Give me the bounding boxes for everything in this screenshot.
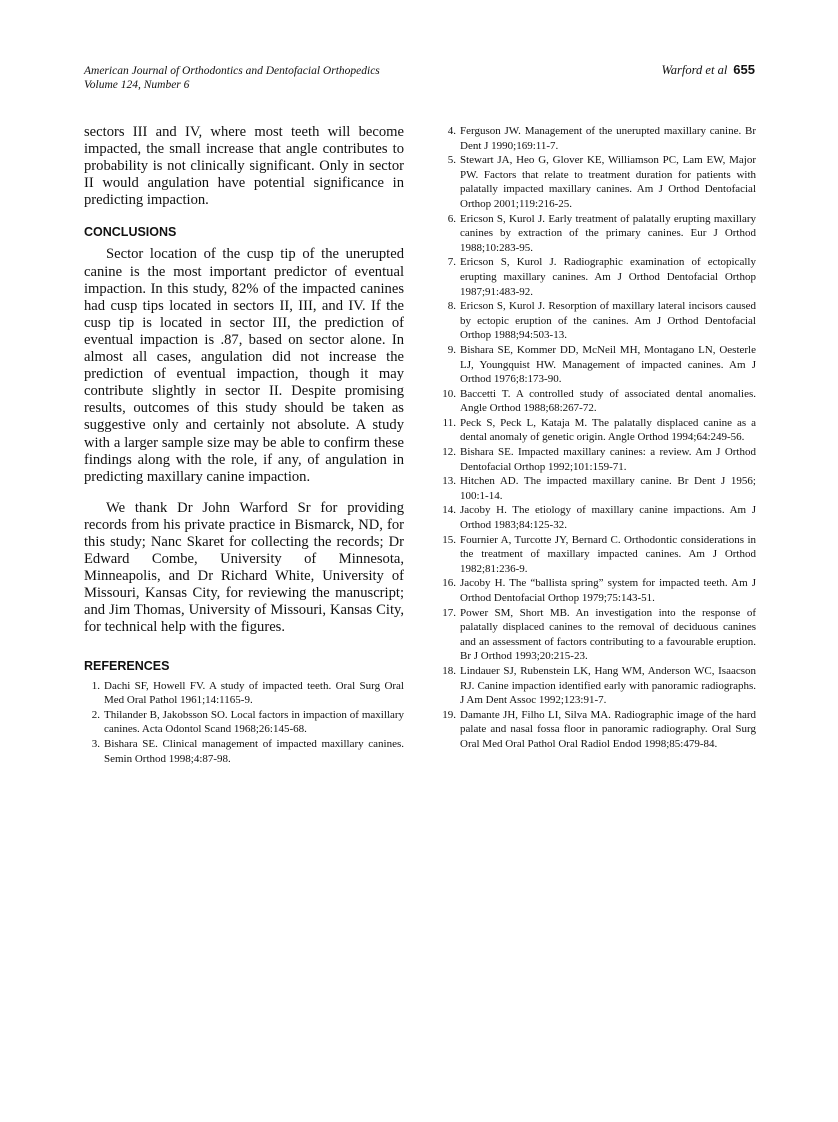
reference-number: 3. [91,737,100,750]
reference-number: 13. [442,475,456,488]
reference-item [440,299,756,343]
reference-text: Bishara SE. Clinical management of impacted maxillary canines. Semin Orthod 1998;4:87-98. [104,737,404,765]
left-column [84,124,404,766]
reference-text: Ferguson JW. Management of the unerupted maxillary canine. Br Dent J 1990;169:11-7. [460,125,756,152]
reference-item [440,708,756,752]
reference-item [84,708,404,737]
reference-item [440,503,756,532]
reference-text: Bishara SE. Impacted maxillary canines: a review. Am J Orthod Dentofacial Orthop 1992;101:159-71. [460,446,756,473]
reference-number: 4. [447,125,456,137]
discussion-end-paragraph: sectors III and IV, where most teeth will become impacted, the small increase that angle contributes to probability is not clinically significant. Only in sector II would angulation have potential significance in predicting impaction. [84,124,404,209]
reference-text: Hitchen AD. The impacted maxillary canine. Br Dent J 1956; 100:1-14. [460,475,756,502]
reference-text: Jacoby H. The “ballista spring” system for impacted teeth. Am J Orthod Dentofacial Orthop 1979;75:143-51. [460,577,756,604]
reference-number: 9. [447,343,456,356]
reference-number: 14. [442,504,456,517]
reference-item [84,679,404,708]
reference-text: Bishara SE, Kommer DD, McNeil MH, Montagano LN, Oesterle LJ, Youngquist HW. Management of impacted canines. Am J Orthod 1976;8:173-90. [460,343,756,386]
reference-text: Lindauer SJ, Rubenstein LK, Hang WM, Anderson WC, Isaacson RJ. Canine impaction identified early with panoramic radiographs. J Am Dent Assoc 1992;123:91-7. [460,664,756,707]
conclusions-heading: CONCLUSIONS [84,225,177,240]
page-number: 655 [733,62,755,77]
acknowledgments-paragraph: We thank Dr John Warford Sr for providing records from his private practice in Bismarck, ND, for this study; Nanc Skaret for collecting the records; Dr Edward Combe, University of Minnesota, Minneapolis, and Dr Richard White, University of Missouri, Kansas City, for reviewing the manuscript; and Jim Thomas, University of Missouri, Kansas City, for technical help with the figures. [84,499,404,636]
reference-number: 18. [442,664,456,677]
reference-text: Power SM, Short MB. An investigation into the response of palatally displaced canines to the removal of deciduous canines and an assessment of factors contributing to a favourable eruption. Br J Orthod 1993;20:215-23. [460,606,756,663]
reference-number: 10. [442,387,456,400]
reference-number: 6. [447,212,456,225]
reference-text: Stewart JA, Heo G, Glover KE, Williamson PC, Lam EW, Major PW. Factors that relate to treatment duration for patients with palatally impacted maxillary canines. Am J Orthod Dentofacial Orthop 2001;119:216-25. [460,154,756,210]
reference-item [440,474,756,503]
reference-number: 11. [442,416,456,429]
reference-text: Thilander B, Jakobsson SO. Local factors in impaction of maxillary canines. Acta Odontol Scand 1968;26:145-68. [104,708,404,736]
reference-number: 19. [442,708,456,721]
reference-item [440,664,756,708]
references-heading: REFERENCES [84,658,170,673]
reference-item [440,343,756,387]
reference-number: 5. [447,154,456,167]
reference-number: 2. [91,708,100,721]
reference-item [440,445,756,474]
reference-text: Ericson S, Kurol J. Resorption of maxillary lateral incisors caused by ectopic eruption of the canines. Am J Orthod Dentofacial Orthop 1988;94:503-13. [460,300,756,342]
reference-number: 12. [442,446,456,459]
reference-item [440,153,756,211]
reference-item [440,606,756,664]
reference-text: Damante JH, Filho LI, Silva MA. Radiographic image of the hard palate and nasal fossa floor in panoramic radiography. Oral Surg Oral Med Oral Pathol Oral Radiol Endod 1998;85:479-84. [460,708,756,750]
reference-item [440,576,756,605]
reference-text: Ericson S, Kurol J. Early treatment of palatally erupting maxillary canines by extraction of the primary canines. Eur J Orthod 1988;10:283-95. [460,212,756,254]
reference-text: Baccetti T. A controlled study of associated dental anomalies. Angle Orthod 1988;68:267-72. [460,387,756,415]
running-header [84,64,380,92]
reference-number: 16. [442,577,456,590]
running-authors: Warford et al [661,63,728,77]
reference-item [84,737,404,766]
reference-item [440,416,756,445]
reference-item [440,387,756,416]
journal-volume: Volume 124, Number 6 [84,79,190,91]
reference-text: Ericson S, Kurol J. Radiographic examination of ectopically erupting maxillary canines. Am J Orthod Dentofacial Orthop 1987;91:483-92. [460,256,756,298]
reference-number: 7. [447,256,456,269]
reference-text: Fournier A, Turcotte JY, Bernard C. Orthodontic considerations in the treatment of maxillary impacted canines. Am J Orthod 1982;81:236-9. [460,533,756,575]
reference-item [440,124,756,153]
references-list-right [440,124,756,752]
reference-number: 15. [442,533,456,546]
reference-text: Dachi SF, Howell FV. A study of impacted teeth. Oral Surg Oral Med Oral Pathol 1961;14:1165-9. [104,679,404,707]
reference-number: 8. [447,300,456,313]
conclusions-paragraph: Sector location of the cusp tip of the unerupted canine is the most important predictor of eventual impaction. In this study, 82% of the impacted canines had cusp tips located in sectors II, III, and IV. If the cusp tip is located in sector III, the prediction of eventual impaction is .87, based on sector alone. In almost all cases, angulation did not increase the prediction of eventual impaction, though it may contribute slightly in sector II. Despite promising results, outcomes of this study should be taken as suggestive only and certainly not absolute. A study with a larger sample size may be able to confirm these findings along with the role, if any, of angulation in predicting maxillary canine impaction. [84,246,404,485]
reference-item [440,533,756,577]
reference-number: 1. [91,679,100,692]
journal-title: American Journal of Orthodontics and Dentofacial Orthopedics [84,65,380,77]
reference-text: Jacoby H. The etiology of maxillary canine impactions. Am J Orthod 1983;84:125-32. [460,504,756,532]
reference-item [440,255,756,299]
reference-number: 17. [442,606,456,619]
reference-text: Peck S, Peck L, Kataja M. The palatally displaced canine as a dental anomaly of genetic origin. Angle Orthod 1994;64:249-56. [460,416,756,444]
reference-item [440,212,756,256]
page-header-right [662,62,755,78]
references-list-left [84,679,404,767]
right-column [440,124,756,752]
